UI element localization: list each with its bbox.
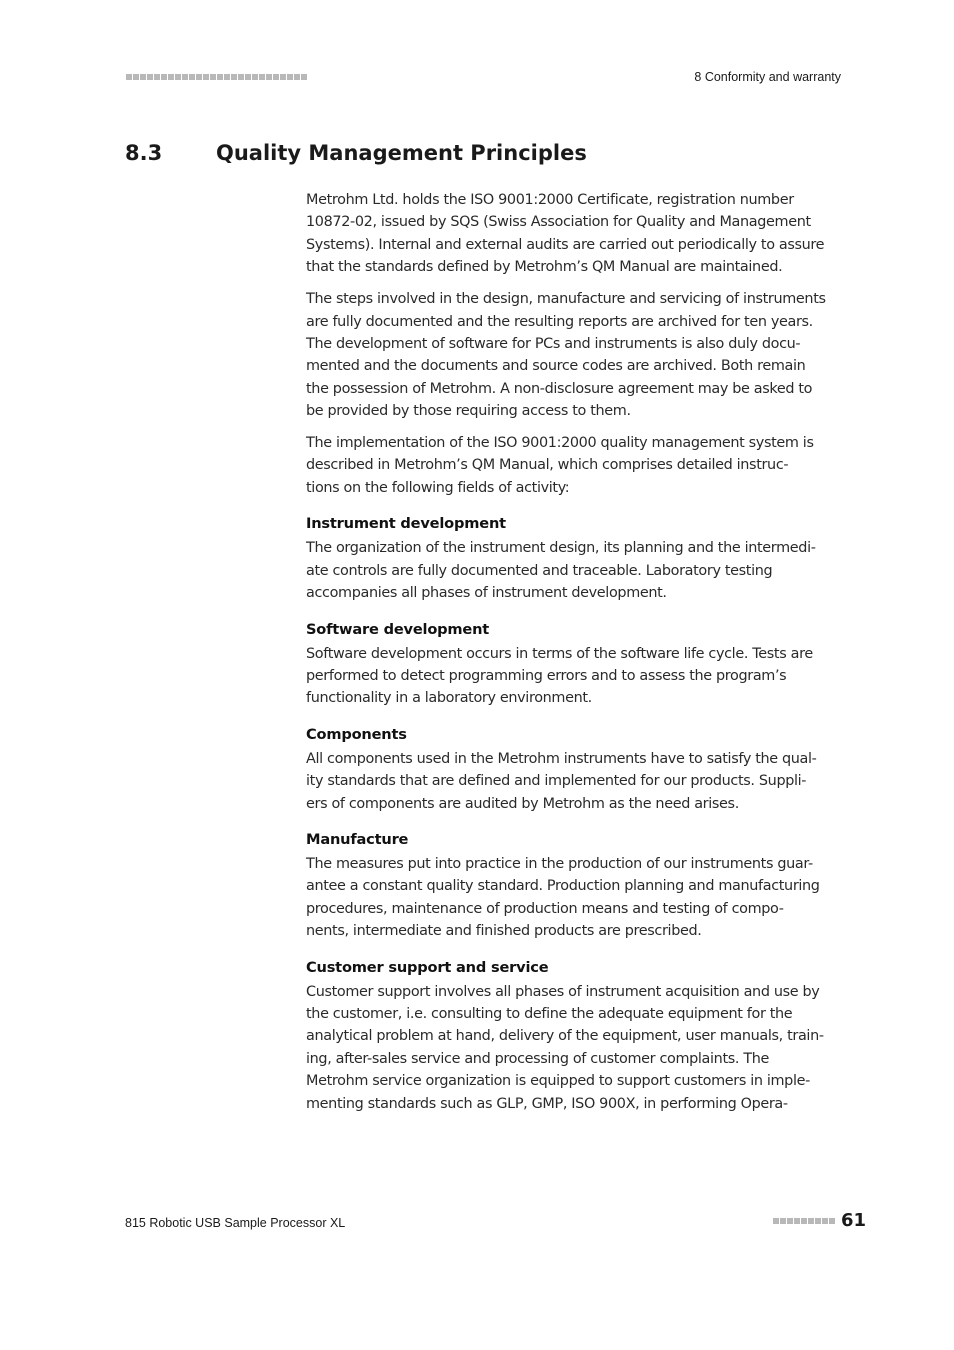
text-line: All components used in the Metrohm instruments have to satisfy the qual- [306, 750, 817, 767]
footer-page-indicator [773, 1210, 866, 1231]
text-line: the customer, i.e. consulting to define the adequate equipment for the [306, 1005, 793, 1022]
text-line: The organization of the instrument design, its planning and the intermedi- [306, 540, 816, 557]
text-line: procedures, maintenance of production means and testing of compo- [306, 900, 784, 917]
text-line: Customer support involves all phases of instrument acquisition and use by [306, 983, 820, 1000]
text-line: that the standards defined by Metrohm’s QM Manual are maintained. [306, 259, 783, 276]
page-number: 61 [840, 1210, 866, 1231]
text-line: The steps involved in the design, manufacture and servicing of instruments [306, 291, 826, 308]
paragraph-manufacture [306, 853, 846, 943]
subheading-customer-support: Customer support and service [306, 958, 549, 976]
body-content [306, 189, 846, 1125]
paragraph-customer-support [306, 981, 846, 1115]
text-line: accompanies all phases of instrument development. [306, 585, 667, 602]
text-line: analytical problem at hand, delivery of the equipment, user manuals, train- [306, 1028, 824, 1045]
text-line: are fully documented and the resulting reports are archived for ten years. [306, 313, 813, 330]
text-line: mented and the documents and source codes are archived. Both remain [306, 358, 806, 375]
text-line: functionality in a laboratory environment. [306, 690, 592, 707]
text-line: nents, intermediate and finished products are prescribed. [306, 923, 702, 940]
subheading-manufacture: Manufacture [306, 830, 409, 848]
paragraph-instrument-development [306, 537, 846, 604]
text-line: Metrohm Ltd. holds the ISO 9001:2000 Certificate, registration number [306, 192, 794, 208]
text-line: 10872-02, issued by SQS (Swiss Association for Quality and Management [306, 214, 811, 231]
subheading-software-development: Software development [306, 620, 490, 638]
paragraph-documentation [306, 288, 846, 422]
text-line: tions on the following fields of activity: [306, 479, 570, 496]
text-line: ing, after-sales service and processing of customer complaints. The [306, 1050, 770, 1067]
text-line: The measures put into practice in the production of our instruments guar- [306, 855, 813, 872]
subheading-components: Components [306, 725, 407, 743]
text-line: ity standards that are defined and implemented for our products. Suppli- [306, 773, 807, 790]
text-line: the possession of Metrohm. A non-disclosure agreement may be asked to [306, 380, 813, 397]
text-line: menting standards such as GLP, GMP, ISO 900X, in performing Opera- [306, 1095, 788, 1112]
text-line: The implementation of the ISO 9001:2000 quality management system is [306, 435, 814, 452]
paragraph-software-development [306, 643, 846, 710]
text-line: performed to detect programming errors and to assess the program’s [306, 667, 787, 684]
paragraph-components [306, 748, 846, 815]
paragraph-implementation [306, 432, 846, 499]
footer-decoration [773, 1218, 835, 1224]
section-number: 8.3 [125, 141, 163, 165]
section-title: Quality Management Principles [216, 141, 587, 165]
text-line: ers of components are audited by Metrohm as the need arises. [306, 795, 739, 812]
header-chapter-title: 8 Conformity and warranty [694, 70, 841, 84]
subheading-instrument-development: Instrument development [306, 515, 506, 533]
text-line: Systems). Internal and external audits are carried out periodically to assure [306, 236, 825, 253]
text-line: The development of software for PCs and instruments is also duly docu- [306, 335, 801, 352]
text-line: described in Metrohm’s QM Manual, which comprises detailed instruc- [306, 457, 789, 474]
text-line: antee a constant quality standard. Production planning and manufacturing [306, 878, 820, 895]
section-heading [125, 141, 587, 165]
text-line: be provided by those requiring access to them. [306, 403, 631, 420]
text-line: ate controls are fully documented and traceable. Laboratory testing [306, 562, 773, 579]
text-line: Software development occurs in terms of the software life cycle. Tests are [306, 645, 813, 662]
header-decoration [126, 74, 307, 80]
paragraph-certificate [306, 189, 846, 279]
text-line: Metrohm service organization is equipped to support customers in imple- [306, 1073, 810, 1090]
footer-product-name: 815 Robotic USB Sample Processor XL [125, 1216, 346, 1230]
